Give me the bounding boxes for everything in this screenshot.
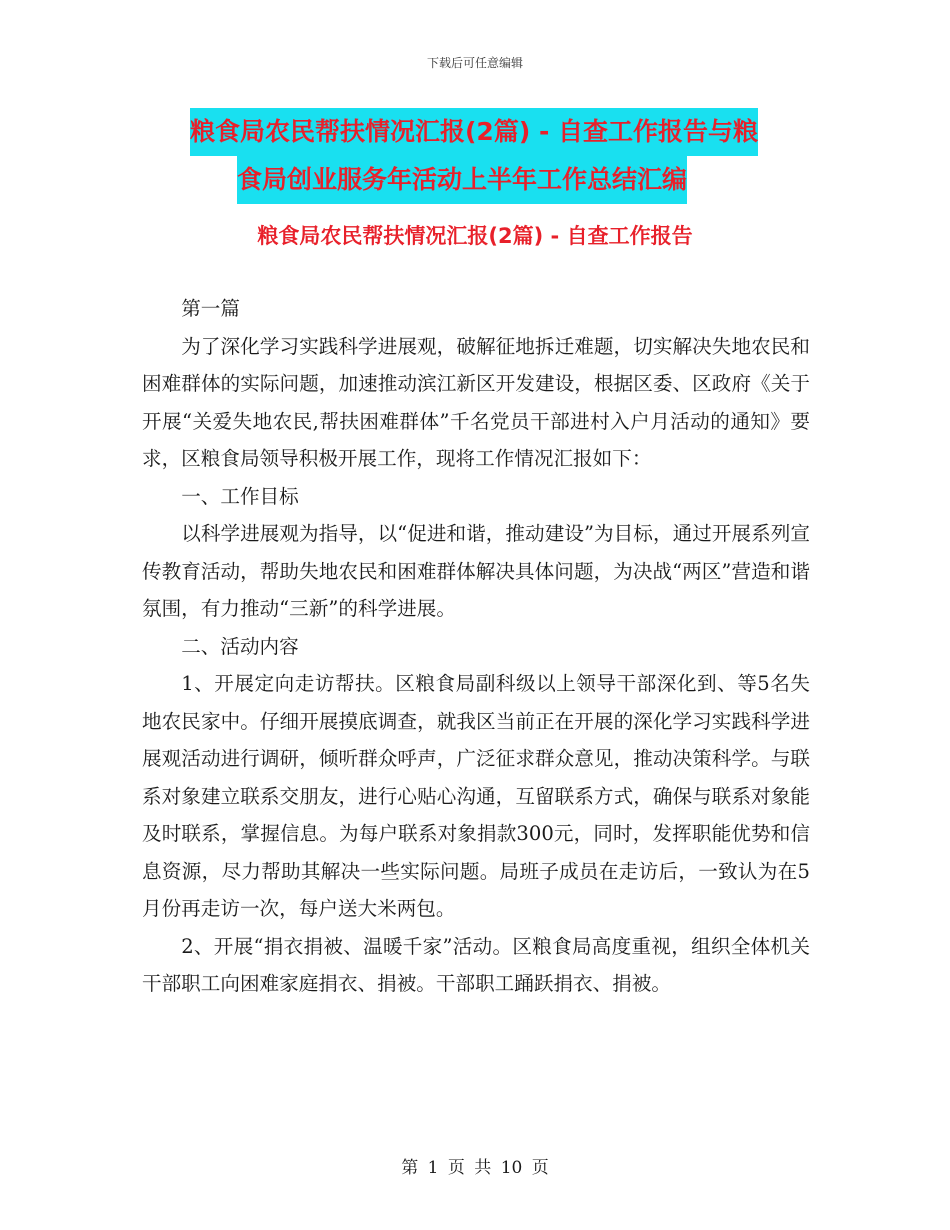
part-heading: 第一篇 [181,297,240,320]
document-title-line-2: 食局创业服务年活动上半年工作总结汇编 [237,156,687,204]
section-heading-activities: 二、活动内容 [181,634,299,658]
activity-paragraph-1: 1、开展定向走访帮扶。区粮食局副科级以上领导干部深化到、等5名失地农民家中。仔细开展摸底调查，就我区当前正在开展的深化学习实践科学进展观活动进行调研，倾听群众呼声，广泛征求群众意见，推动决策科学。与联系对象建立联系交朋友，进行心贴心沟通，互留联系方式，确保与联系对象能及时联系，掌握信息。为每户联系对象捐款300元，同时，发挥职能优势和信息资源，尽力帮助其解决一些实际问题。局班子成员在走访后，一致认为在5月份再走访一次，每户送大米两包。 [142,672,810,920]
document-title [150,108,850,204]
document-title-line-1: 粮食局农民帮扶情况汇报(2篇) - 自查工作报告与粮 [190,108,758,156]
intro-paragraph: 为了深化学习实践科学进展观，破解征地拆迁难题，切实解决失地农民和困难群体的实际问题，加速推动滨江新区开发建设，根据区委、区政府《关于开展“关爱失地农民,帮扶困难群体”千名党员干部进村入户月活动的通知》要求，区粮食局领导积极开展工作，现将工作情况汇报如下： [142,334,810,470]
document-body [142,290,810,1003]
goals-paragraph: 以科学进展观为指导，以“促进和谐，推动建设”为目标，通过开展系列宣传教育活动，帮助失地农民和困难群体解决具体问题，为决战“两区”营造和谐氛围，有力推动“三新”的科学进展。 [142,522,810,620]
page-number: 第 1 页 共 10 页 [401,1158,549,1178]
activity-paragraph-2: 2、开展“捐衣捐被、温暖千家”活动。区粮食局高度重视，组织全体机关干部职工向困难家庭捐衣、捐被。干部职工踊跃捐衣、捐被。 [142,934,810,995]
section-heading-goals: 一、工作目标 [181,484,299,508]
section-title: 粮食局农民帮扶情况汇报(2篇) - 自查工作报告 [257,224,693,248]
header-note: 下载后可任意编辑 [426,56,523,70]
